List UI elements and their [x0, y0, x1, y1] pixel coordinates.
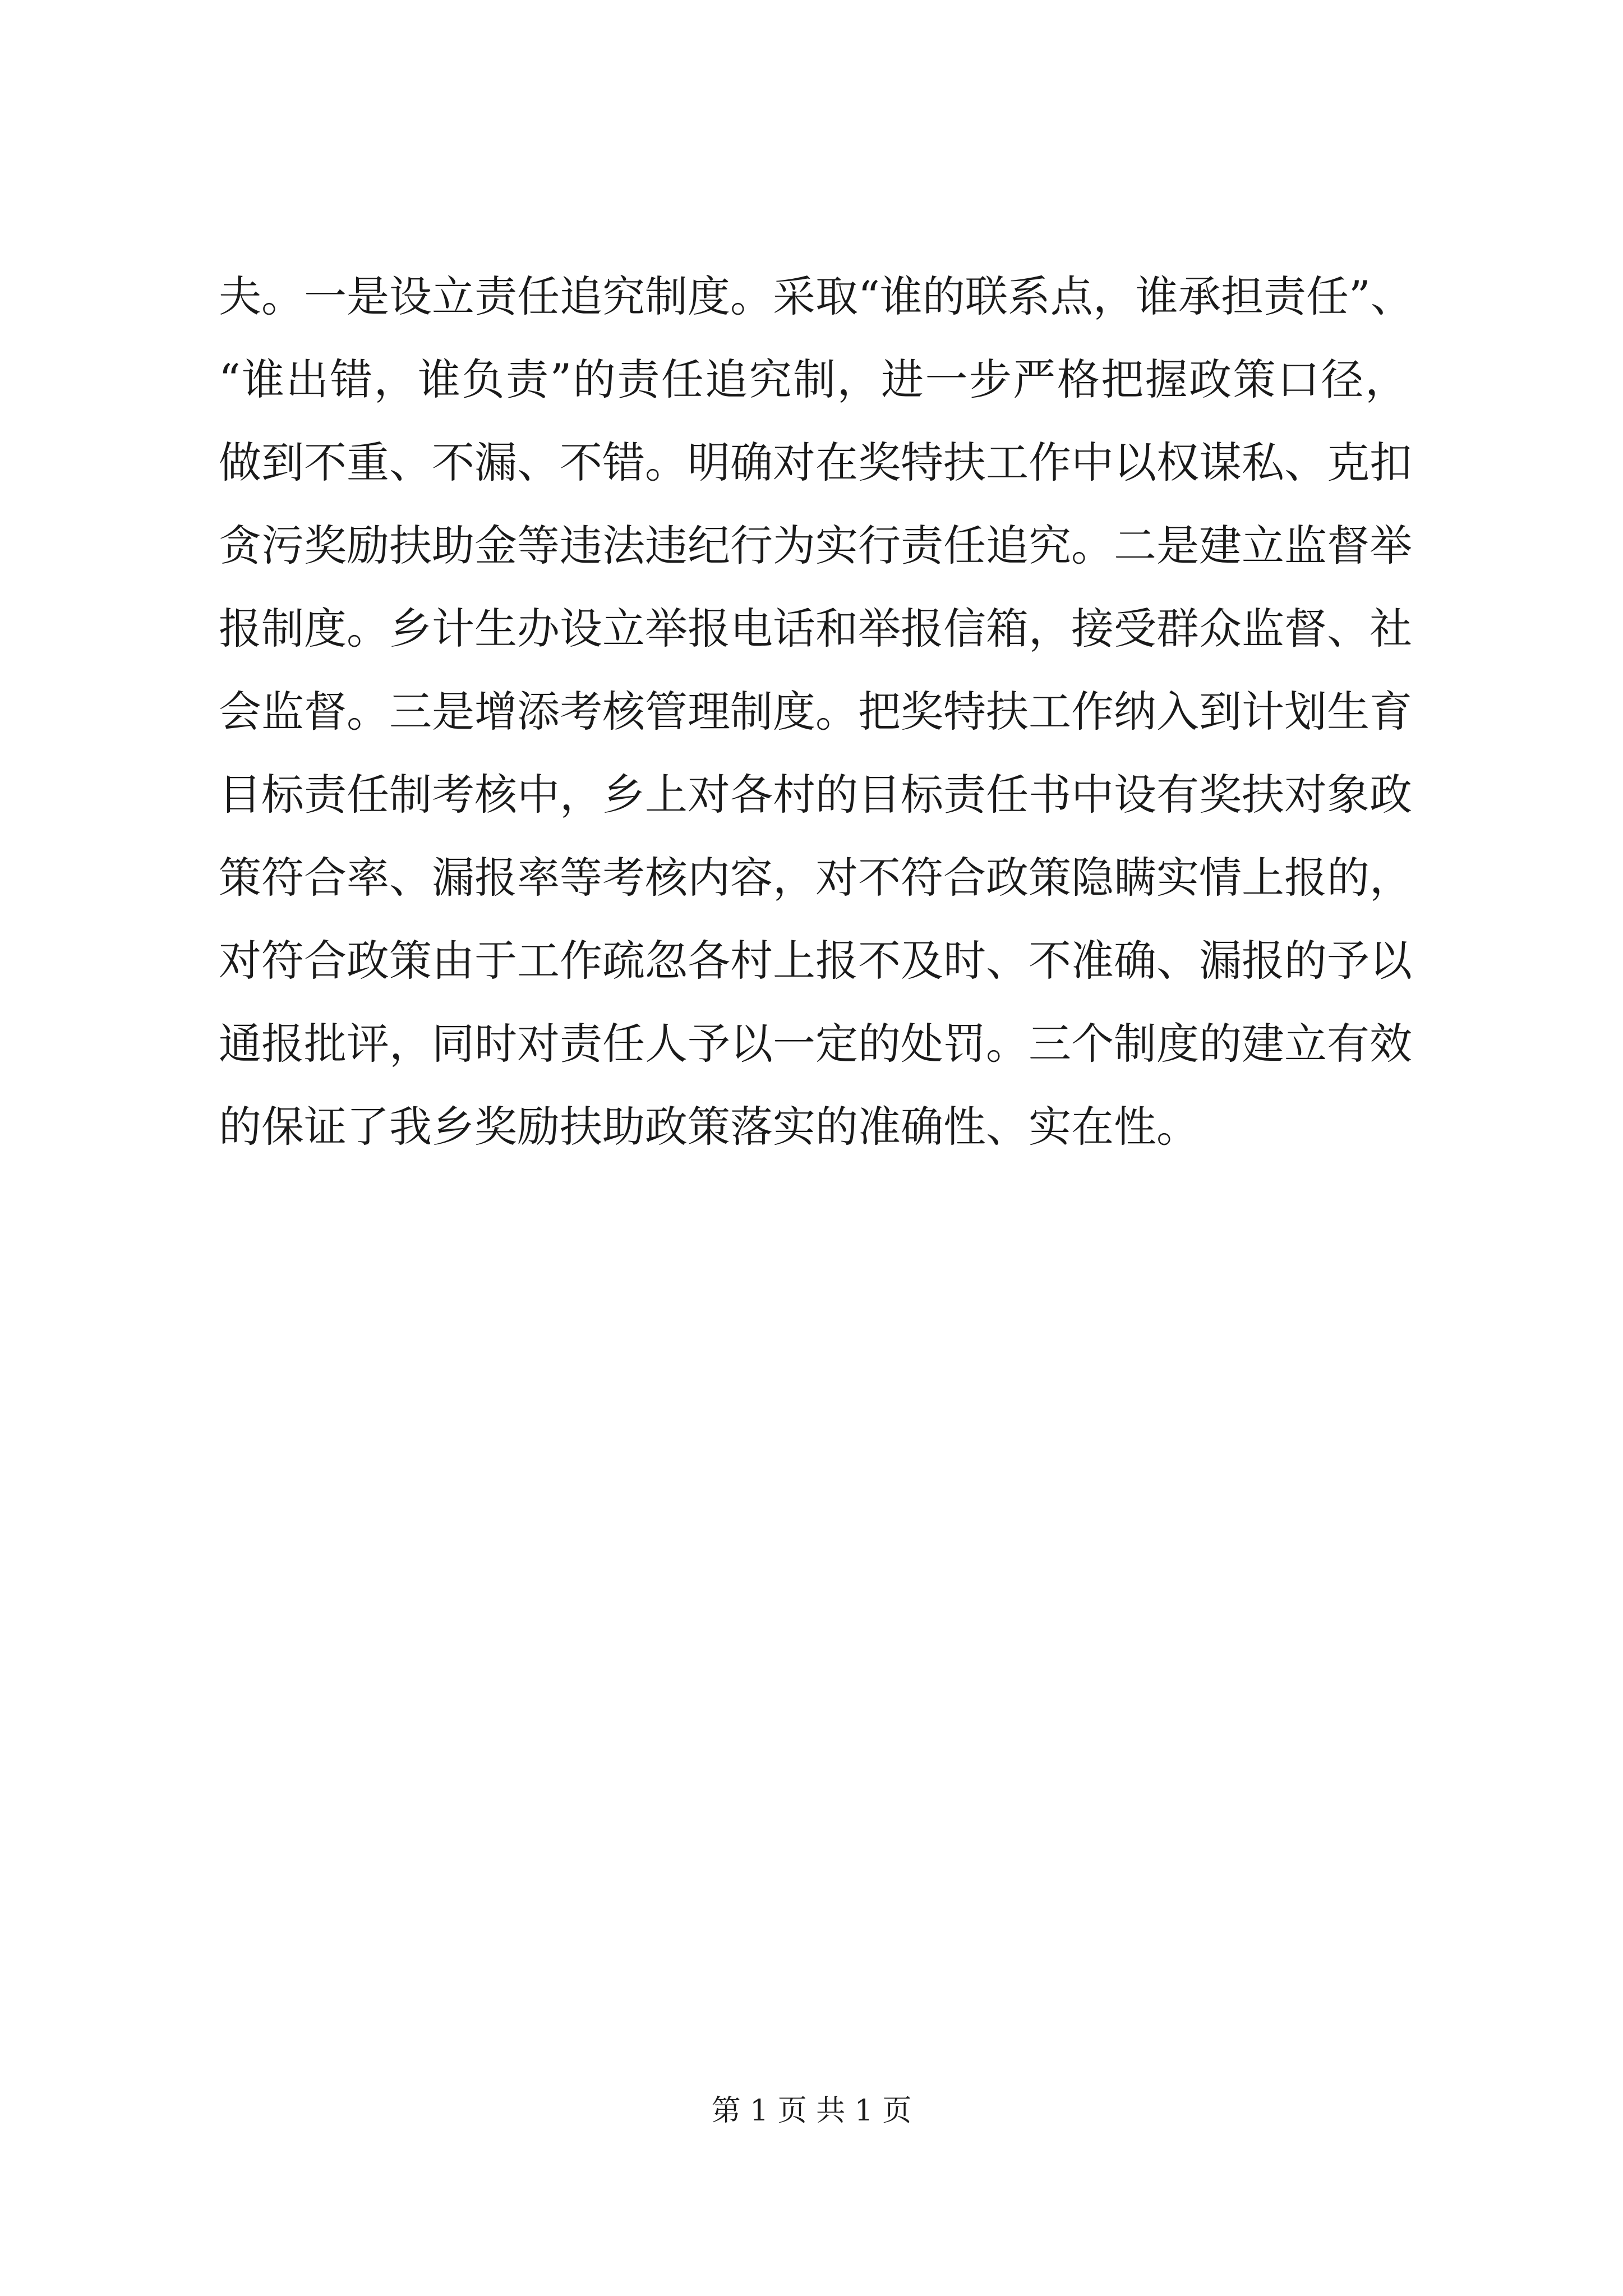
- paragraph-line: 会监督。三是增添考核管理制度。把奖特扶工作纳入到计划生育: [219, 687, 1412, 737]
- paragraph-line: 报制度。乡计生办设立举报电话和举报信箱，接受群众监督、社: [219, 604, 1412, 654]
- paragraph-line: 夫。一是设立责任追究制度。采取“谁的联系点，谁承担责任”、: [219, 272, 1413, 321]
- body-paragraph: [219, 255, 1413, 1168]
- paragraph-line: “谁出错，谁负责”的责任追究制，进一步严格把握政策口径，: [219, 355, 1408, 404]
- paragraph-line: 的保证了我乡奖励扶助政策落实的准确性、实在性。: [219, 1102, 1199, 1152]
- paragraph-line: 目标责任制考核中，乡上对各村的目标责任书中设有奖扶对象政: [219, 770, 1412, 820]
- paragraph-line: 贪污奖励扶助金等违法违纪行为实行责任追究。二是建立监督举: [219, 521, 1412, 570]
- paragraph-line: 对符合政策由于工作疏忽各村上报不及时、不准确、漏报的予以: [219, 936, 1412, 986]
- page-number-footer: 第 1 页 共 1 页: [711, 2094, 912, 2128]
- paragraph-line: 策符合率、漏报率等考核内容，对不符合政策隐瞒实情上报的，: [219, 853, 1412, 903]
- paragraph-line: 做到不重、不漏、不错。明确对在奖特扶工作中以权谋私、克扣: [219, 438, 1412, 487]
- paragraph-line: 通报批评，同时对责任人予以一定的处罚。三个制度的建立有效: [219, 1019, 1412, 1069]
